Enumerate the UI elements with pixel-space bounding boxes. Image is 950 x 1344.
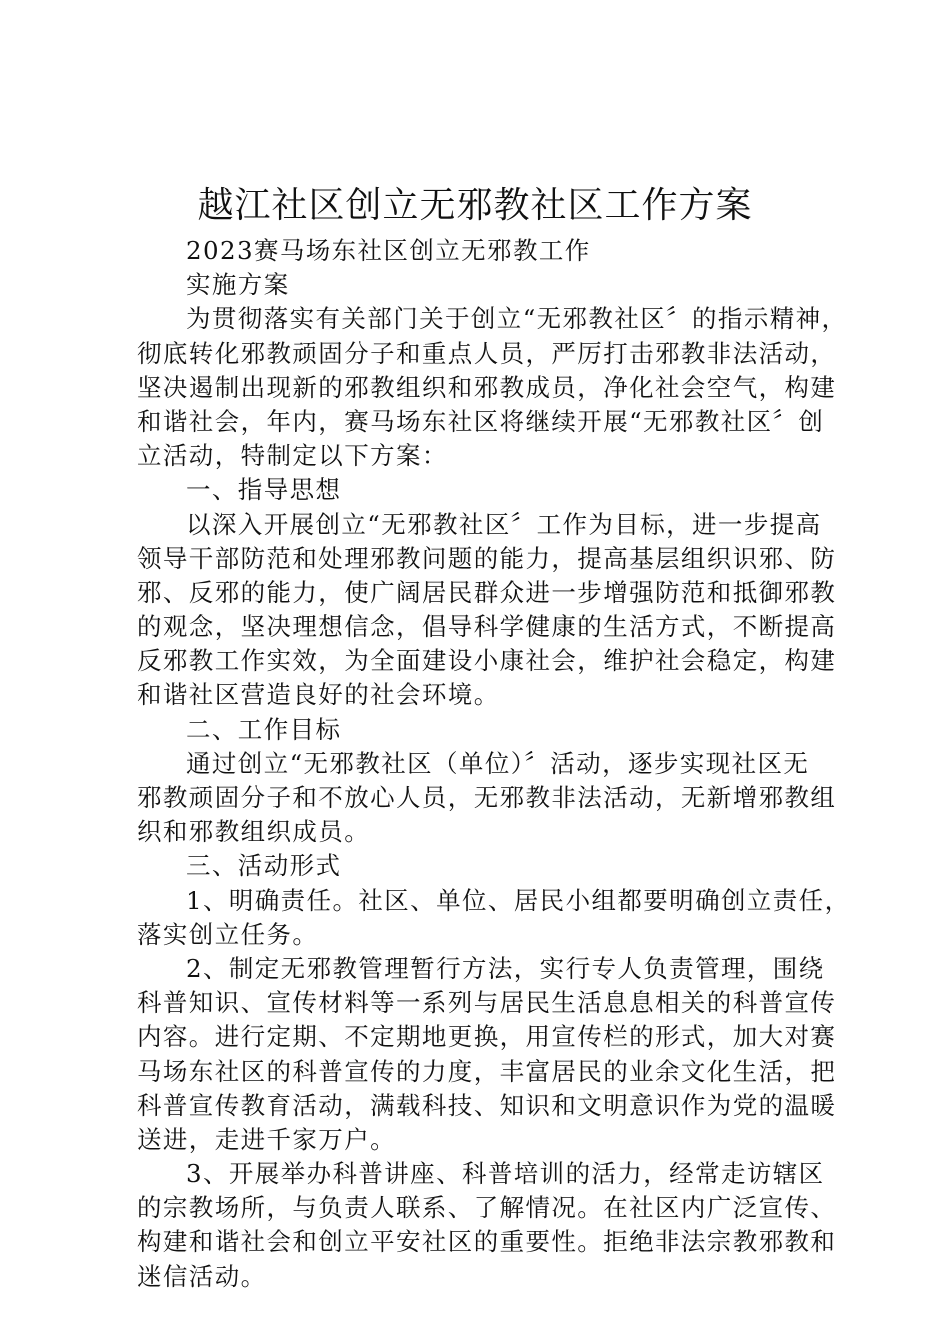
document-line: 2023赛马场东社区创立无邪教工作 <box>186 236 591 265</box>
document-line: 织和邪教组织成员。 <box>137 817 371 847</box>
document-line: 邪、反邪的能力，使广阔居民群众进一步增强防范和抵御邪教 <box>137 577 837 607</box>
document-line: 的观念，坚决理想信念，倡导科学健康的生活方式，不断提高 <box>137 612 837 642</box>
document-line: 的宗教场所，与负责人联系、了解情况。在社区内广泛宣传、 <box>137 1193 837 1223</box>
document-title: 越江社区创立无邪教社区工作方案 <box>197 185 753 226</box>
document-line: 领导干部防范和处理邪教问题的能力，提高基层组织识邪、防 <box>137 543 837 573</box>
document-line: 落实创立任务。 <box>137 919 319 949</box>
document-line: 内容。进行定期、不定期地更换，用宣传栏的形式，加大对赛 <box>137 1022 837 1052</box>
document-line: 通过创立“无邪教社区（单位）〞活动，逐步实现社区无 <box>186 748 810 778</box>
document-line: 立活动，特制定以下方案： <box>137 441 448 471</box>
document-line: 二、工作目标 <box>186 714 342 744</box>
document-line: 反邪教工作实效，为全面建设小康社会，维护社会稳定，构建 <box>137 646 837 676</box>
document-line: 1、明确责任。社区、单位、居民小组都要明确创立责任， <box>186 885 851 915</box>
document-body <box>137 234 851 1294</box>
document-line: 邪教顽固分子和不放心人员，无邪教非法活动，无新增邪教组 <box>137 783 837 812</box>
document-line: 构建和谐社会和创立平安社区的重要性。拒绝非法宗教邪教和 <box>137 1227 837 1257</box>
document-line: 送进，走进千家万户。 <box>137 1124 396 1154</box>
document-line: 科普知识、宣传材料等一系列与居民生活息息相关的科普宣传 <box>137 988 837 1018</box>
document-line: 2、制定无邪教管理暂行方法，实行专人负责管理，围绕 <box>186 953 825 983</box>
document-line: 迷信活动。 <box>137 1261 267 1291</box>
document-line: 彻底转化邪教顽固分子和重点人员，严厉打击邪教非法活动， <box>137 338 837 368</box>
document-line: 坚决遏制出现新的邪教组织和邪教成员，净化社会空气，构建 <box>137 372 837 402</box>
document-line: 科普宣传教育活动，满载科技、知识和文明意识作为党的温暖 <box>137 1090 837 1120</box>
document-line: 3、开展举办科普讲座、科普培训的活力，经常走访辖区 <box>186 1159 825 1189</box>
document-line: 和谐社会，年内，赛马场东社区将继续开展“无邪教社区〞创 <box>137 406 825 436</box>
document-line: 和谐社区营造良好的社会环境。 <box>137 680 500 710</box>
document-line: 马场东社区的科普宣传的力度，丰富居民的业余文化生活，把 <box>137 1056 837 1086</box>
document-line: 实施方案 <box>186 270 290 300</box>
document-line: 一、指导思想 <box>186 475 342 505</box>
document-line: 三、活动形式 <box>186 851 342 881</box>
document-line: 以深入开展创立“无邪教社区〞工作为目标，进一步提高 <box>186 509 822 539</box>
document-line: 为贯彻落实有关部门关于创立“无邪教社区〞的指示精神， <box>186 304 848 334</box>
